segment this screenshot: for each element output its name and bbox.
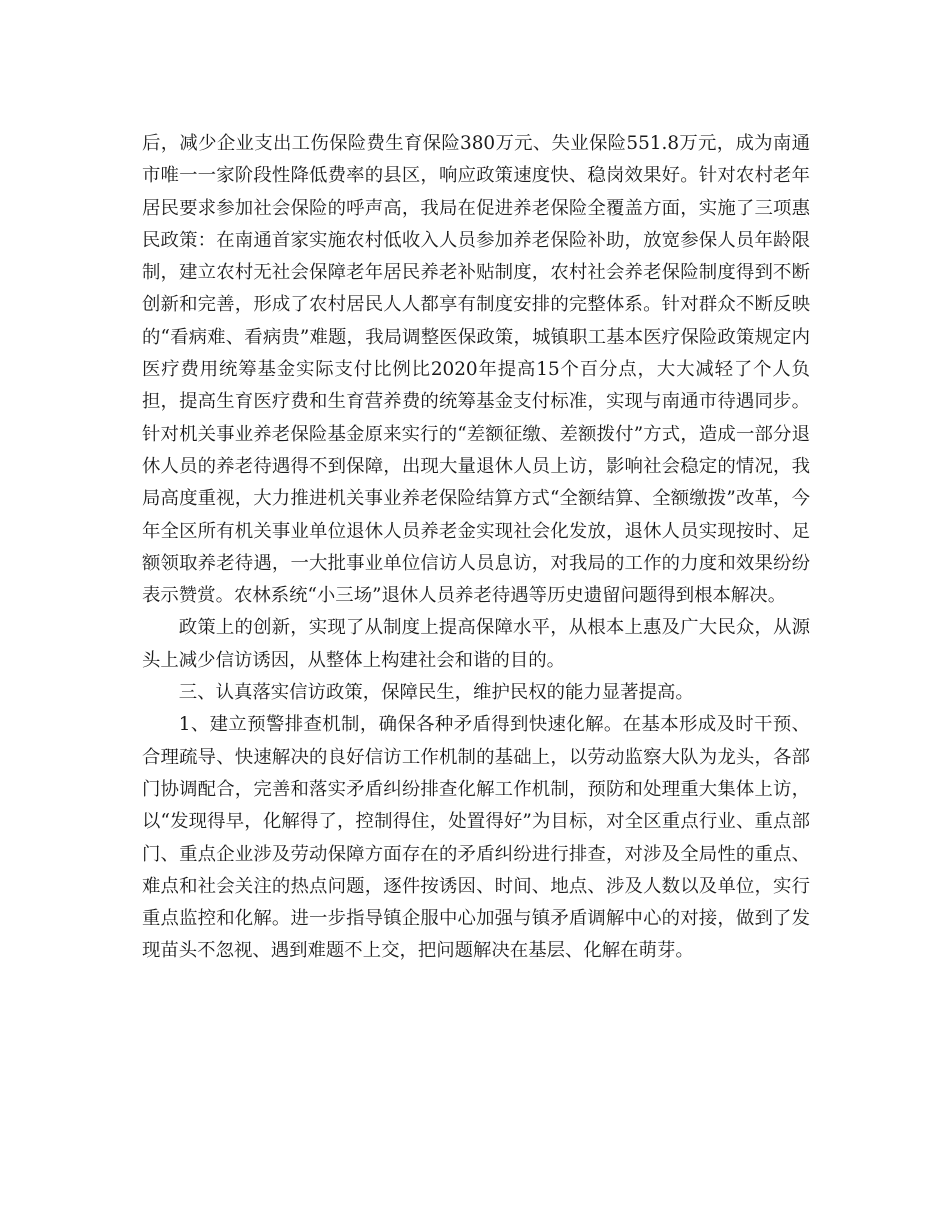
paragraph-early-warning: 1、建立预警排查机制，确保各种矛盾得到快速化解。在基本形成及时干预、合理疏导、快速解决的良好信访工作机制的基础上，以劳动监察大队为龙头，各部门协调配合，完善和落实矛盾纠纷排查化解工作机制，预防和处理重大集体上访，以“发现得早，化解得了，控制得住，处置得好”为目标，对全区重点行业、重点部门、重点企业涉及劳动保障方面存在的矛盾纠纷进行排查，对涉及全局性的重点、难点和社会关注的热点问题，逐件按诱因、时间、地点、涉及人数以及单位，实行重点监控和化解。进一步指导镇企服中心加强与镇矛盾调解中心的对接，做到了发现苗头不忽视、遇到难题不上交，把问题解决在基层、化解在萌芽。 <box>142 714 810 962</box>
section-heading-three: 三、认真落实信访政策，保障民生，维护民权的能力显著提高。 <box>178 682 694 704</box>
document-body <box>142 128 810 968</box>
paragraph-continuation: 后，减少企业支出工伤保险费生育保险380万元、失业保险551.8万元，成为南通市唯一一家阶段性降低费率的县区，响应政策速度快、稳岗效果好。针对农村老年居民要求参加社会保险的呼声高，我局在促进养老保险全覆盖方面，实施了三项惠民政策：在南通首家实施农村低收入人员参加养老保险补助，放宽参保人员年龄限制，建立农村无社会保障老年居民养老补贴制度，农村社会养老保险制度得到不断创新和完善，形成了农村居民人人都享有制度安排的完整体系。针对群众不断反映的“看病难、看病贵”难题，我局调整医保政策，城镇职工基本医疗保险政策规定内医疗费用统筹基金实际支付比例比2020年提高15个百分点，大大减轻了个人负担，提高生育医疗费和生育营养费的统筹基金支付标准，实现与南通市待遇同步。针对机关事业养老保险基金原来实行的“差额征缴、差额拨付”方式，造成一部分退休人员的养老待遇得不到保障，出现大量退休人员上访，影响社会稳定的情况，我局高度重视，大力推进机关事业养老保险结算方式“全额结算、全额缴拨”改革，今年全区所有机关事业单位退休人员养老金实现社会化发放，退休人员实现按时、足额领取养老待遇，一大批事业单位信访人员息访，对我局的工作的力度和效果纷纷表示赞赏。农林系统“小三场”退休人员养老待遇等历史遗留问题得到根本解决。 <box>142 133 810 607</box>
paragraph-policy-innovation: 政策上的创新，实现了从制度上提高保障水平，从根本上惠及广大民众，从源头上减少信访诱因，从整体上构建社会和谐的目的。 <box>142 617 810 671</box>
